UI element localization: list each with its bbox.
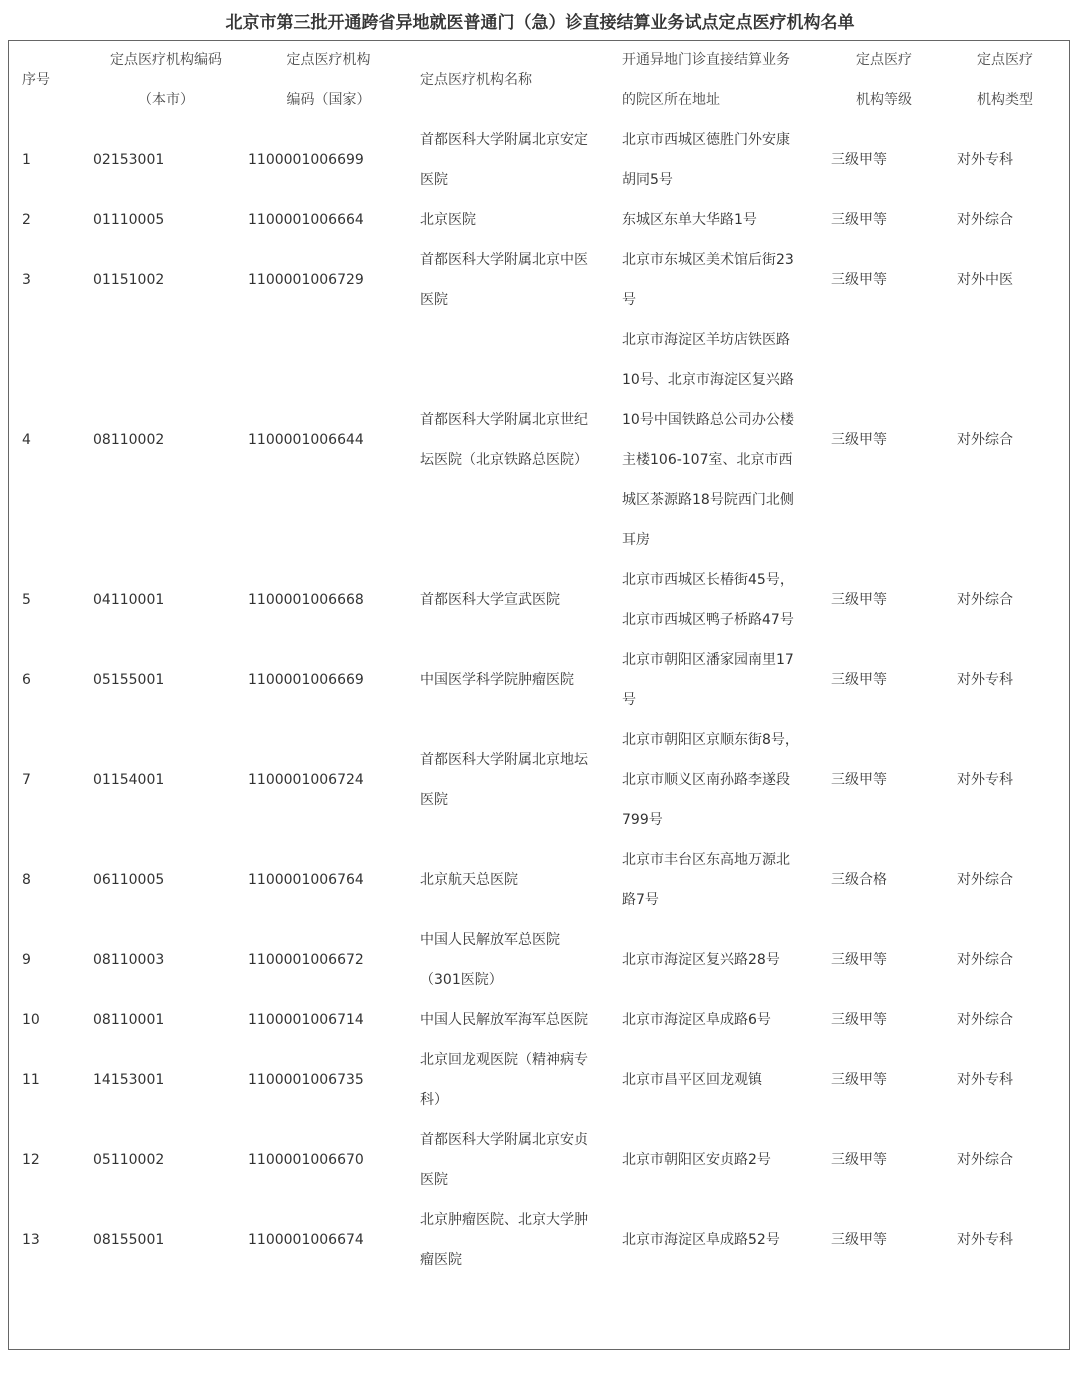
cell-city-code: 14153001 bbox=[93, 1072, 165, 1088]
cell-address: 北京市朝阳区安贞路2号 bbox=[622, 1152, 771, 1168]
cell-seq: 2 bbox=[22, 212, 31, 228]
column-header-national-code: 编码（国家） bbox=[286, 92, 371, 108]
cell-type: 对外综合 bbox=[957, 872, 1013, 888]
cell-name: 北京航天总医院 bbox=[420, 872, 518, 888]
column-header-level: 机构等级 bbox=[856, 92, 912, 108]
cell-city-code: 08155001 bbox=[93, 1232, 165, 1248]
cell-name: 北京肿瘤医院、北京大学肿 bbox=[420, 1212, 588, 1228]
cell-city-code: 05110002 bbox=[93, 1152, 165, 1168]
cell-type: 对外专科 bbox=[957, 1072, 1013, 1088]
cell-name: 坛医院（北京铁路总医院） bbox=[420, 452, 588, 468]
cell-name: （301医院） bbox=[420, 972, 503, 988]
column-header-city-code: （本市） bbox=[138, 92, 194, 108]
cell-city-code: 02153001 bbox=[93, 152, 165, 168]
cell-seq: 5 bbox=[22, 592, 31, 608]
cell-city-code: 06110005 bbox=[93, 872, 165, 888]
cell-seq: 12 bbox=[22, 1152, 40, 1168]
cell-name: 北京医院 bbox=[420, 212, 476, 228]
cell-national-code: 1100001006664 bbox=[248, 212, 364, 228]
cell-name: 首都医科大学宣武医院 bbox=[420, 592, 560, 608]
cell-level: 三级甲等 bbox=[831, 432, 887, 448]
cell-address: 北京市顺义区南孙路李遂段 bbox=[622, 772, 790, 788]
cell-address: 北京市西城区德胜门外安康 bbox=[622, 132, 790, 148]
cell-address: 北京市海淀区阜成路6号 bbox=[622, 1012, 771, 1028]
cell-level: 三级甲等 bbox=[831, 772, 887, 788]
cell-address: 城区茶源路18号院西门北侧 bbox=[622, 492, 794, 508]
cell-address: 799号 bbox=[622, 812, 663, 828]
cell-level: 三级甲等 bbox=[831, 1012, 887, 1028]
cell-level: 三级甲等 bbox=[831, 1072, 887, 1088]
cell-seq: 6 bbox=[22, 672, 31, 688]
cell-city-code: 01154001 bbox=[93, 772, 165, 788]
cell-city-code: 08110002 bbox=[93, 432, 165, 448]
cell-seq: 8 bbox=[22, 872, 31, 888]
cell-national-code: 1100001006735 bbox=[248, 1072, 364, 1088]
cell-name: 科） bbox=[420, 1092, 448, 1108]
cell-level: 三级甲等 bbox=[831, 212, 887, 228]
cell-level: 三级甲等 bbox=[831, 152, 887, 168]
column-header-city-code: 定点医疗机构编码 bbox=[110, 52, 222, 68]
cell-address: 号 bbox=[622, 292, 636, 308]
cell-seq: 11 bbox=[22, 1072, 40, 1088]
column-header-type: 定点医疗 bbox=[977, 52, 1033, 68]
cell-type: 对外综合 bbox=[957, 592, 1013, 608]
cell-national-code: 1100001006644 bbox=[248, 432, 364, 448]
column-header-level: 定点医疗 bbox=[856, 52, 912, 68]
column-header-name: 定点医疗机构名称 bbox=[420, 72, 532, 88]
cell-national-code: 1100001006674 bbox=[248, 1232, 364, 1248]
cell-seq: 3 bbox=[22, 272, 31, 288]
cell-seq: 10 bbox=[22, 1012, 40, 1028]
cell-city-code: 01110005 bbox=[93, 212, 165, 228]
cell-national-code: 1100001006672 bbox=[248, 952, 364, 968]
cell-name: 首都医科大学附属北京中医 bbox=[420, 252, 588, 268]
cell-address: 耳房 bbox=[622, 532, 650, 548]
cell-type: 对外专科 bbox=[957, 1232, 1013, 1248]
cell-level: 三级甲等 bbox=[831, 1152, 887, 1168]
cell-name: 首都医科大学附属北京安贞 bbox=[420, 1132, 588, 1148]
cell-address: 北京市朝阳区京顺东街8号， bbox=[622, 732, 799, 748]
cell-address: 号 bbox=[622, 692, 636, 708]
column-header-address: 的院区所在地址 bbox=[622, 92, 720, 108]
cell-city-code: 08110001 bbox=[93, 1012, 165, 1028]
cell-name: 瘤医院 bbox=[420, 1252, 462, 1268]
cell-address: 10号中国铁路总公司办公楼 bbox=[622, 412, 794, 428]
cell-name: 首都医科大学附属北京安定 bbox=[420, 132, 588, 148]
page-title: 北京市第三批开通跨省异地就医普通门（急）诊直接结算业务试点定点医疗机构名单 bbox=[225, 13, 855, 33]
column-header-type: 机构类型 bbox=[977, 92, 1033, 108]
cell-national-code: 1100001006729 bbox=[248, 272, 364, 288]
cell-seq: 7 bbox=[22, 772, 31, 788]
cell-seq: 1 bbox=[22, 152, 31, 168]
cell-level: 三级甲等 bbox=[831, 672, 887, 688]
cell-seq: 4 bbox=[22, 432, 31, 448]
cell-national-code: 1100001006669 bbox=[248, 672, 364, 688]
column-header-seq: 序号 bbox=[22, 72, 50, 88]
cell-level: 三级甲等 bbox=[831, 1232, 887, 1248]
cell-national-code: 1100001006668 bbox=[248, 592, 364, 608]
cell-name: 医院 bbox=[420, 292, 448, 308]
cell-address: 北京市海淀区复兴路28号 bbox=[622, 952, 780, 968]
cell-level: 三级甲等 bbox=[831, 592, 887, 608]
cell-city-code: 01151002 bbox=[93, 272, 165, 288]
cell-name: 中国人民解放军海军总医院 bbox=[420, 1012, 588, 1028]
cell-address: 北京市东城区美术馆后街23 bbox=[622, 252, 794, 268]
cell-address: 北京市昌平区回龙观镇 bbox=[622, 1072, 762, 1088]
cell-address: 北京市西城区长椿街45号， bbox=[622, 572, 794, 588]
cell-address: 主楼106-107室、北京市西 bbox=[622, 452, 793, 468]
cell-level: 三级甲等 bbox=[831, 272, 887, 288]
cell-level: 三级甲等 bbox=[831, 952, 887, 968]
cell-name: 北京回龙观医院（精神病专 bbox=[420, 1052, 588, 1068]
cell-name: 中国人民解放军总医院 bbox=[420, 932, 560, 948]
column-header-national-code: 定点医疗机构 bbox=[286, 52, 371, 68]
cell-type: 对外专科 bbox=[957, 152, 1013, 168]
cell-city-code: 05155001 bbox=[93, 672, 165, 688]
cell-national-code: 1100001006714 bbox=[248, 1012, 364, 1028]
cell-seq: 9 bbox=[22, 952, 31, 968]
cell-address: 北京市西城区鸭子桥路47号 bbox=[622, 612, 794, 628]
cell-name: 中国医学科学院肿瘤医院 bbox=[420, 672, 574, 688]
cell-name: 医院 bbox=[420, 792, 448, 808]
cell-address: 北京市海淀区阜成路52号 bbox=[622, 1232, 780, 1248]
cell-type: 对外综合 bbox=[957, 212, 1013, 228]
cell-type: 对外综合 bbox=[957, 1152, 1013, 1168]
cell-type: 对外专科 bbox=[957, 772, 1013, 788]
cell-address: 路7号 bbox=[622, 892, 659, 908]
cell-address: 北京市海淀区羊坊店铁医路 bbox=[622, 332, 790, 348]
column-header-address: 开通异地门诊直接结算业务 bbox=[622, 52, 790, 68]
cell-name: 首都医科大学附属北京世纪 bbox=[420, 412, 588, 428]
cell-seq: 13 bbox=[22, 1232, 40, 1248]
cell-address: 北京市朝阳区潘家园南里17 bbox=[622, 652, 794, 668]
cell-name: 首都医科大学附属北京地坛 bbox=[420, 752, 588, 768]
cell-national-code: 1100001006764 bbox=[248, 872, 364, 888]
cell-type: 对外中医 bbox=[957, 272, 1013, 288]
cell-type: 对外综合 bbox=[957, 952, 1013, 968]
cell-type: 对外综合 bbox=[957, 1012, 1013, 1028]
cell-national-code: 1100001006670 bbox=[248, 1152, 364, 1168]
cell-address: 10号、北京市海淀区复兴路 bbox=[622, 372, 794, 388]
cell-type: 对外综合 bbox=[957, 432, 1013, 448]
cell-city-code: 04110001 bbox=[93, 592, 165, 608]
cell-type: 对外专科 bbox=[957, 672, 1013, 688]
cell-name: 医院 bbox=[420, 1172, 448, 1188]
cell-city-code: 08110003 bbox=[93, 952, 165, 968]
cell-address: 北京市丰台区东高地万源北 bbox=[622, 852, 790, 868]
cell-address: 胡同5号 bbox=[622, 172, 673, 188]
cell-national-code: 1100001006724 bbox=[248, 772, 364, 788]
cell-national-code: 1100001006699 bbox=[248, 152, 364, 168]
cell-name: 医院 bbox=[420, 172, 448, 188]
cell-level: 三级合格 bbox=[831, 872, 887, 888]
cell-address: 东城区东单大华路1号 bbox=[622, 212, 757, 228]
